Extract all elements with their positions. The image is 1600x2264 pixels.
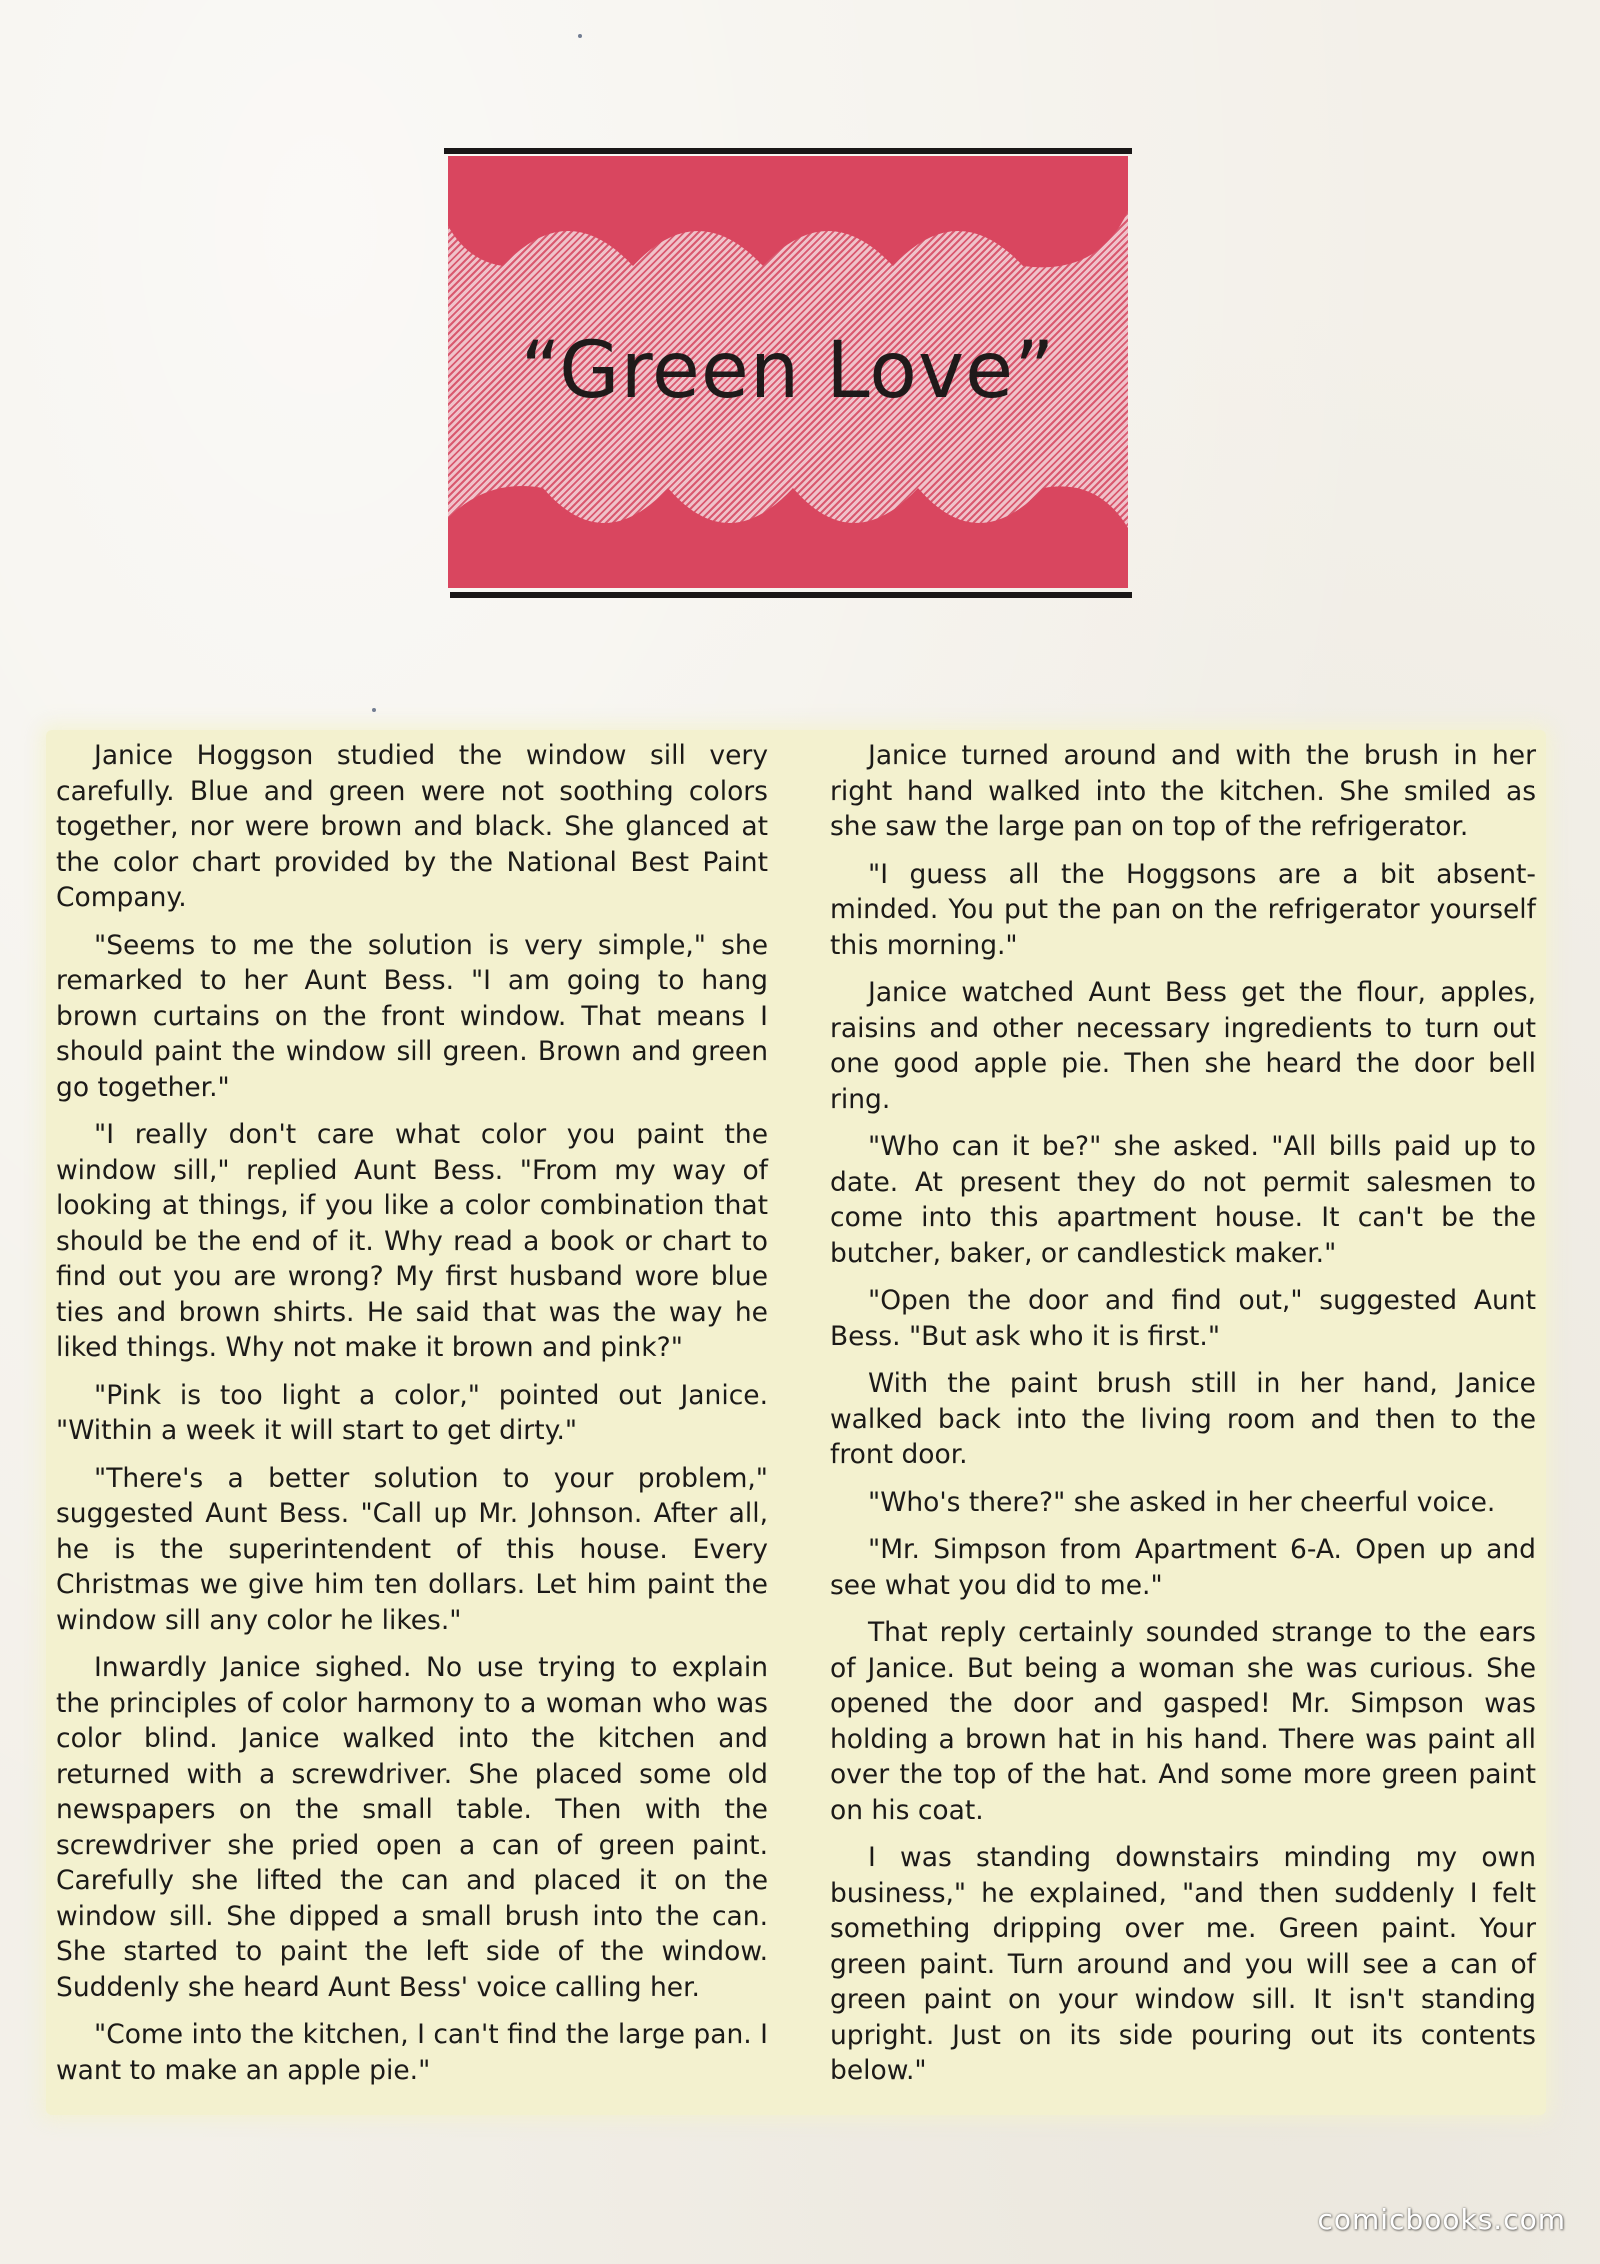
paragraph: I was standing downstairs minding my own business," he explained, "and then suddenly I felt something dripping over me. Green paint. Your green paint. Turn around and you will see a can of green paint on your window sill. It isn't standing upright. Just on its side pouring out its contents below." [830,1842,1536,2086]
title-rule-top [444,148,1132,154]
paragraph: "Mr. Simpson from Apartment 6-A. Open up and see what you did to me." [830,1534,1536,1601]
paragraph: "There's a better solution to your problem," suggested Aunt Bess. "Call up Mr. Johnson. After all, he is the superintendent of this house. Every Christmas we give him ten dollars. Let him paint the window sill any color he likes." [56,1462,768,1636]
paragraph: Janice Hoggson studied the window sill very carefully. Blue and green were not soothing colors together, nor were brown and black. She glanced at the color chart provided by the National Best Paint Company. [56,740,768,913]
paragraph: "Come into the kitchen, I can't find the large pan. I want to make an apple pie." [56,2019,768,2086]
paragraph: "I really don't care what color you paint the window sill," replied Aunt Bess. "From my way of looking at things, if you like a color combination that should be the end of it. Why read a book or chart to find out you are wrong? My first husband wore blue ties and brown shirts. He said that was the way he liked things. Why not make it brown and pink?" [56,1119,768,1363]
paragraph: With the paint brush still in her hand, Janice walked back into the living room and then to the front door. [830,1368,1536,1470]
print-speck [372,708,376,712]
title-rule-bottom [450,592,1132,598]
paragraph: "I guess all the Hoggsons are a bit absent-minded. You put the pan on the refrigerator yourself this morning." [830,858,1536,961]
paragraph: "Pink is too light a color," pointed out Janice. "Within a week it will start to get dirty." [56,1379,768,1446]
story-title: “Green Love” [520,326,1056,416]
title-box [448,156,1128,588]
title-panel [444,148,1132,598]
paragraph: "Open the door and find out," suggested Aunt Bess. "But ask who it is first." [830,1285,1536,1352]
print-speck [578,34,582,38]
paragraph: Janice watched Aunt Bess get the flour, apples, raisins and other necessary ingredients to turn out one good apple pie. Then she heard the door bell ring. [830,977,1536,1115]
paragraph: That reply certainly sounded strange to the ears of Janice. But being a woman she was curious. She opened the door and gasped! Mr. Simpson was holding a brown hat in his hand. There was paint all over the top of the hat. And some more green paint on his coat. [830,1617,1536,1826]
story-column-left [56,738,768,2100]
watermark: comicbooks.com [1317,2203,1566,2236]
paragraph: Inwardly Janice sighed. No use trying to explain the principles of color harmony to a woman who was color blind. Janice walked into the kitchen and returned with a screwdriver. She placed some old newspapers on the small table. Then with the screwdriver she pried open a can of green paint. Carefully she lifted the can and placed it on the window sill. She dipped a small brush into the can. She started to paint the left side of the window. Suddenly she heard Aunt Bess' voice calling her. [56,1652,768,2003]
story-column-right [830,738,1536,2101]
paragraph: Janice turned around and with the brush in her right hand walked into the kitchen. She smiled as she saw the large pan on top of the refrigerator. [830,740,1536,842]
paragraph: "Seems to me the solution is very simple," she remarked to her Aunt Bess. "I am going to hang brown curtains on the front window. That means I should paint the window sill green. Brown and green go together." [56,929,768,1103]
paragraph: "Who can it be?" she asked. "All bills paid up to date. At present they do not permit salesmen to come into this apartment house. It can't be the butcher, baker, or candlestick maker." [830,1131,1536,1269]
scallop-border-bottom [448,468,1128,588]
paragraph: "Who's there?" she asked in her cheerful voice. [868,1486,1496,1518]
scallop-border-top [448,156,1128,276]
